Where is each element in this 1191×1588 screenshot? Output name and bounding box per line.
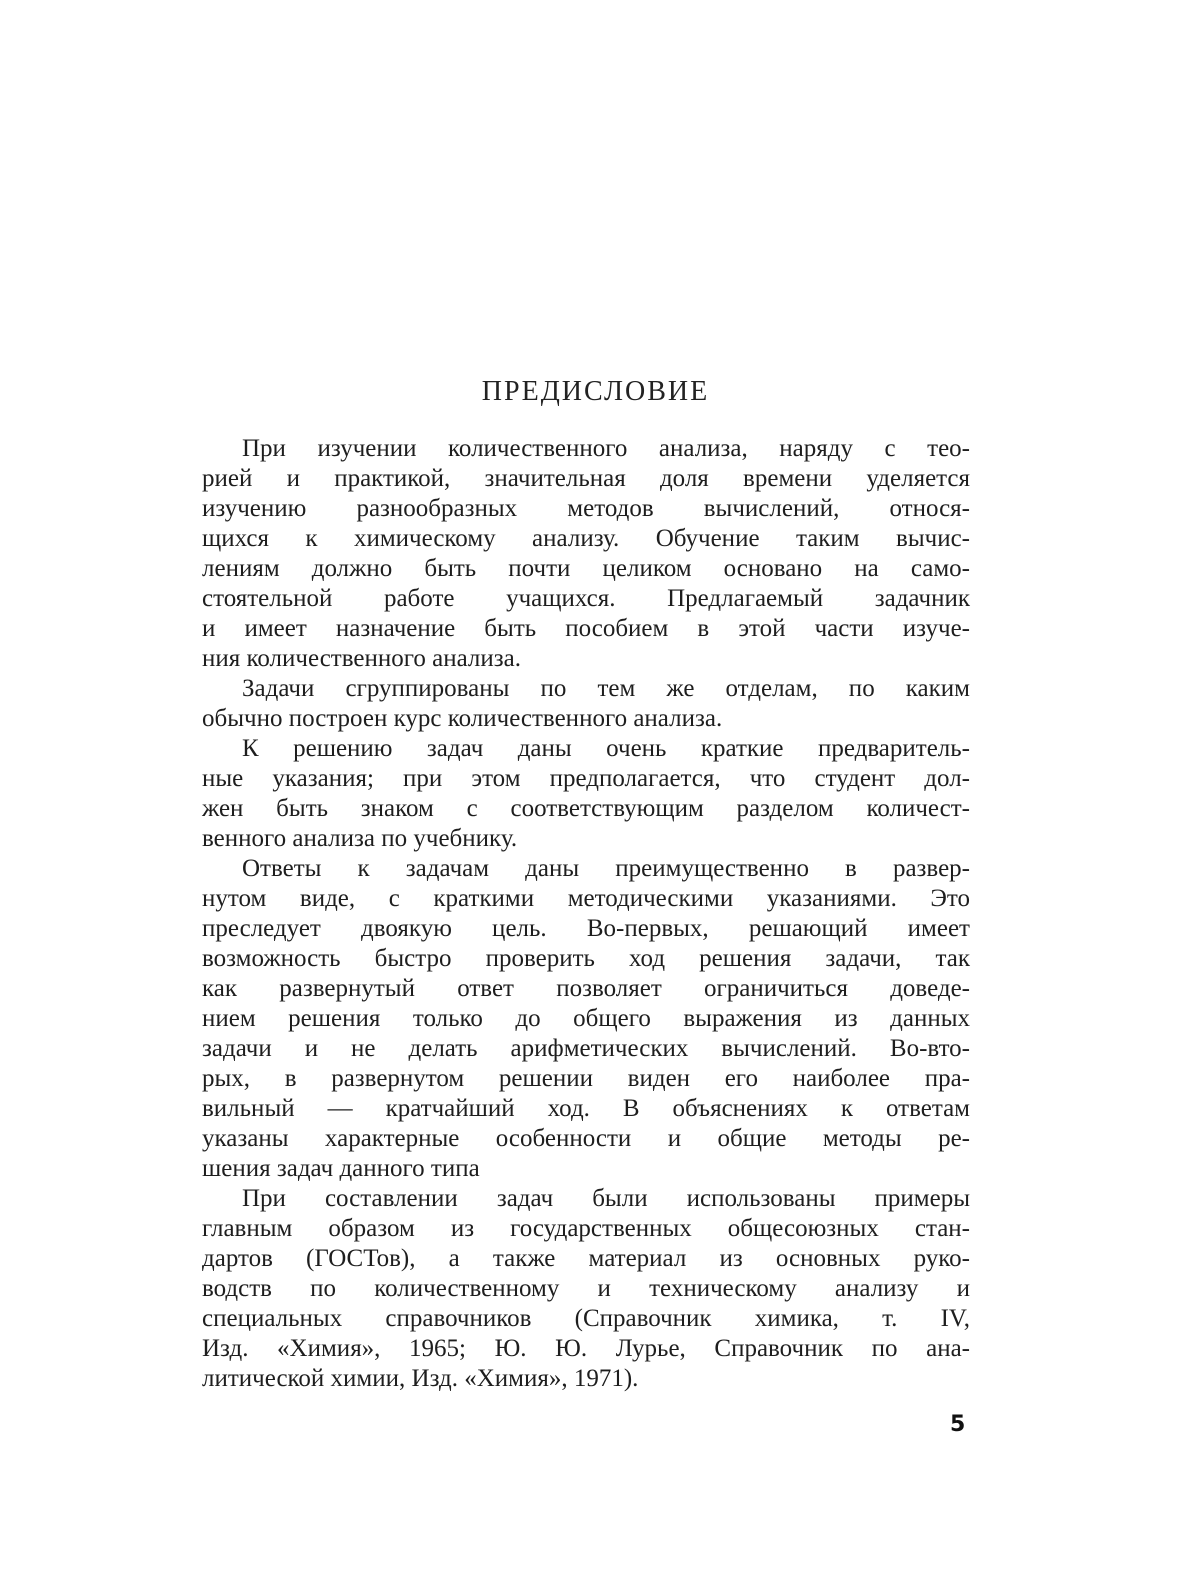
text-line: возможность быстро проверить ход решения задачи, так xyxy=(202,945,970,972)
text-line: К решению задач даны очень краткие предваритель- xyxy=(242,735,970,762)
text-line: ния количественного анализа. xyxy=(202,645,521,672)
text-line: задачи и не делать арифметических вычислений. Во-вто- xyxy=(202,1035,970,1062)
text-line: жен быть знаком с соответствующим разделом количест- xyxy=(202,795,970,822)
text-line: стоятельной работе учащихся. Предлагаемый задачник xyxy=(202,585,970,612)
text-line: указаны характерные особенности и общие методы ре- xyxy=(202,1125,970,1152)
text-line: главным образом из государственных общесоюзных стан- xyxy=(202,1215,970,1242)
text-line: Ответы к задачам даны преимущественно в развер- xyxy=(242,855,970,882)
text-line: Изд. «Химия», 1965; Ю. Ю. Лурье, Справочник по ана- xyxy=(202,1335,970,1362)
text-line: рых, в развернутом решении виден его наиболее пра- xyxy=(202,1065,970,1092)
text-line: специальных справочников (Справочник химика, т. IV, xyxy=(202,1305,970,1332)
text-line: При составлении задач были использованы примеры xyxy=(242,1185,970,1212)
text-line: Задачи сгруппированы по тем же отделам, по каким xyxy=(242,675,970,702)
text-line: как развернутый ответ позволяет ограничиться доведе- xyxy=(202,975,970,1002)
text-line: нутом виде, с краткими методическими указаниями. Это xyxy=(202,885,970,912)
text-line: литической химии, Изд. «Химия», 1971). xyxy=(202,1365,639,1392)
text-line: преследует двоякую цель. Во-первых, решающий имеет xyxy=(202,915,970,942)
text-line: венного анализа по учебнику. xyxy=(202,825,518,852)
text-line: изучению разнообразных методов вычислений, относя- xyxy=(202,495,970,522)
text-line: рией и практикой, значительная доля времени уделяется xyxy=(202,465,970,492)
text-line: нием решения только до общего выражения из данных xyxy=(202,1005,970,1032)
text-line: щихся к химическому анализу. Обучение таким вычис- xyxy=(202,525,970,552)
text-line: При изучении количественного анализа, наряду с тео- xyxy=(242,435,970,462)
page-number: 5 xyxy=(950,1412,966,1437)
text-line: обычно построен курс количественного анализа. xyxy=(202,705,723,732)
text-line: дартов (ГОСТов), а также материал из основных руко- xyxy=(202,1245,970,1272)
text-line: и имеет назначение быть пособием в этой части изуче- xyxy=(202,615,970,642)
text-line: шения задач данного типа xyxy=(202,1155,480,1182)
text-line: ные указания; при этом предполагается, что студент дол- xyxy=(202,765,970,792)
text-line: вильный — кратчайший ход. В объяснениях к ответам xyxy=(202,1095,970,1122)
text-line: лениям должно быть почти целиком основано на само- xyxy=(202,555,970,582)
text-line: водств по количественному и техническому анализу и xyxy=(202,1275,970,1302)
preface-text xyxy=(202,434,970,1394)
page-title: ПРЕДИСЛОВИЕ xyxy=(481,376,710,407)
